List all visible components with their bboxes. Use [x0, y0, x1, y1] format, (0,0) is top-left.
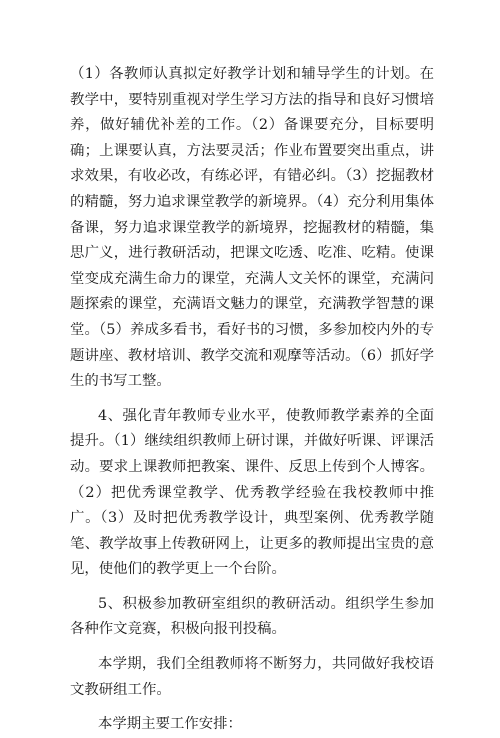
paragraph-young-teachers: 4、强化青年教师专业水平，使教师教学素养的全面提升。（1）继续组织教师上研讨课，并做好听课、评课活动。要求上课教师把教案、课件、反思上传到个人博客。（2）把优秀课堂教学、优秀教学经验在我校教师中推广。（3）及时把优秀教学设计，典型案例、优秀教学随笔、教学故事上传教研网上，让更多的教师提出宝贵的意见，使他们的教学更上一个台阶。 [70, 407, 434, 578]
paragraph-teaching-plan: （1）各教师认真拟定好教学计划和辅导学生的计划。在教学中，要特别重视对学生学习方法的指导和良好习惯培养，做好辅优补差的工作。（2）备课要充分，目标要明确；上课要认真，方法要灵活；作业布置要突出重点，讲求效果，有收必改，有练必评，有错必纠。（3）挖掘教材的精髓，努力追求课堂教学的新境界。（4）充分利用集体备课，努力追求课堂教学的新境界，挖掘教材的精髓，集思广义，进行教研活动，把课文吃透、吃准、吃精。使课堂变成充满生命力的课堂，充满人文关怀的课堂，充满问题探索的课堂，充满语文魅力的课堂，充满教学智慧的课堂。（5）养成多看书，看好书的习惯，多参加校内外的专题讲座、教材培训、教学交流和观摩等活动。（6）抓好学生的书写工整。 [70, 66, 434, 390]
paragraph-work-schedule-heading: 本学期主要工作安排： [98, 716, 242, 733]
paragraph-research-activities: 5、积极参加教研室组织的教研活动。组织学生参加各种作文竞赛，积极向报刊投稿。 [70, 595, 434, 638]
document-body [70, 62, 434, 738]
paragraph-semester-effort: 本学期，我们全组教师将不断努力，共同做好我校语文教研组工作。 [70, 656, 434, 698]
